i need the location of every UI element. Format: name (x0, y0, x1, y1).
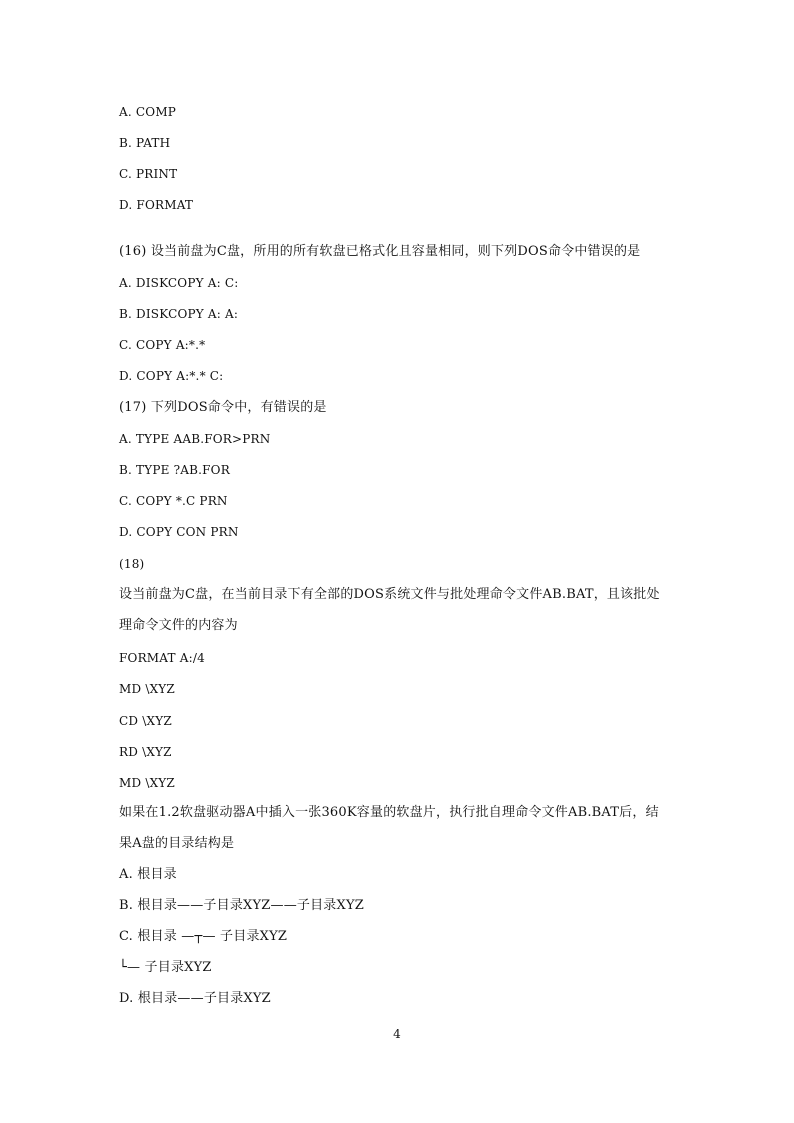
batch-line-2: MD \XYZ (119, 682, 175, 696)
option-15-c: C. PRINT (119, 167, 178, 181)
batch-line-3: CD \XYZ (119, 714, 172, 728)
option-16-d: D. COPY A:*.* C: (119, 369, 224, 383)
option-17-d: D. COPY CON PRN (119, 525, 239, 539)
question-18-number: (18) (119, 557, 145, 571)
option-17-c: C. COPY *.C PRN (119, 494, 228, 508)
question-18-condition-line-1: 如果在1.2软盘驱动器A中插入一张360K容量的软盘片，执行批自理命令文件AB.BAT后，结 (119, 805, 659, 820)
option-18-a: A. 根目录 (119, 867, 177, 882)
option-18-c: C. 根目录 —┬— 子目录XYZ (119, 929, 288, 944)
question-18-text-line-1: 设当前盘为C盘，在当前目录下有全部的DOS系统文件与批处理命令文件AB.BAT，且该批处 (119, 587, 660, 602)
option-17-b: B. TYPE ?AB.FOR (119, 463, 230, 477)
option-16-a: A. DISKCOPY A: C: (119, 276, 239, 290)
option-15-d: D. FORMAT (119, 198, 194, 212)
batch-line-1: FORMAT A:/4 (119, 651, 205, 665)
question-18-text-line-2: 理命令文件的内容为 (119, 618, 238, 633)
option-16-b: B. DISKCOPY A: A: (119, 307, 239, 321)
option-18-d: D. 根目录——子目录XYZ (119, 991, 271, 1006)
question-16: (16) 设当前盘为C盘，所用的所有软盘已格式化且容量相同，则下列DOS命令中错误的是 (119, 244, 641, 259)
batch-line-4: RD \XYZ (119, 745, 172, 759)
question-18-condition-line-2: 果A盘的目录结构是 (119, 836, 235, 851)
question-17: (17) 下列DOS命令中，有错误的是 (119, 400, 327, 415)
option-16-c: C. COPY A:*.* (119, 338, 206, 352)
option-15-b: B. PATH (119, 136, 171, 150)
batch-line-5: MD \XYZ (119, 776, 175, 790)
page-number: 4 (393, 1027, 401, 1041)
option-15-a: A. COMP (119, 105, 177, 119)
option-18-b: B. 根目录——子目录XYZ——子目录XYZ (119, 898, 364, 913)
option-18-c-branch: └— 子目录XYZ (119, 960, 212, 975)
option-17-a: A. TYPE AAB.FOR>PRN (119, 432, 271, 446)
